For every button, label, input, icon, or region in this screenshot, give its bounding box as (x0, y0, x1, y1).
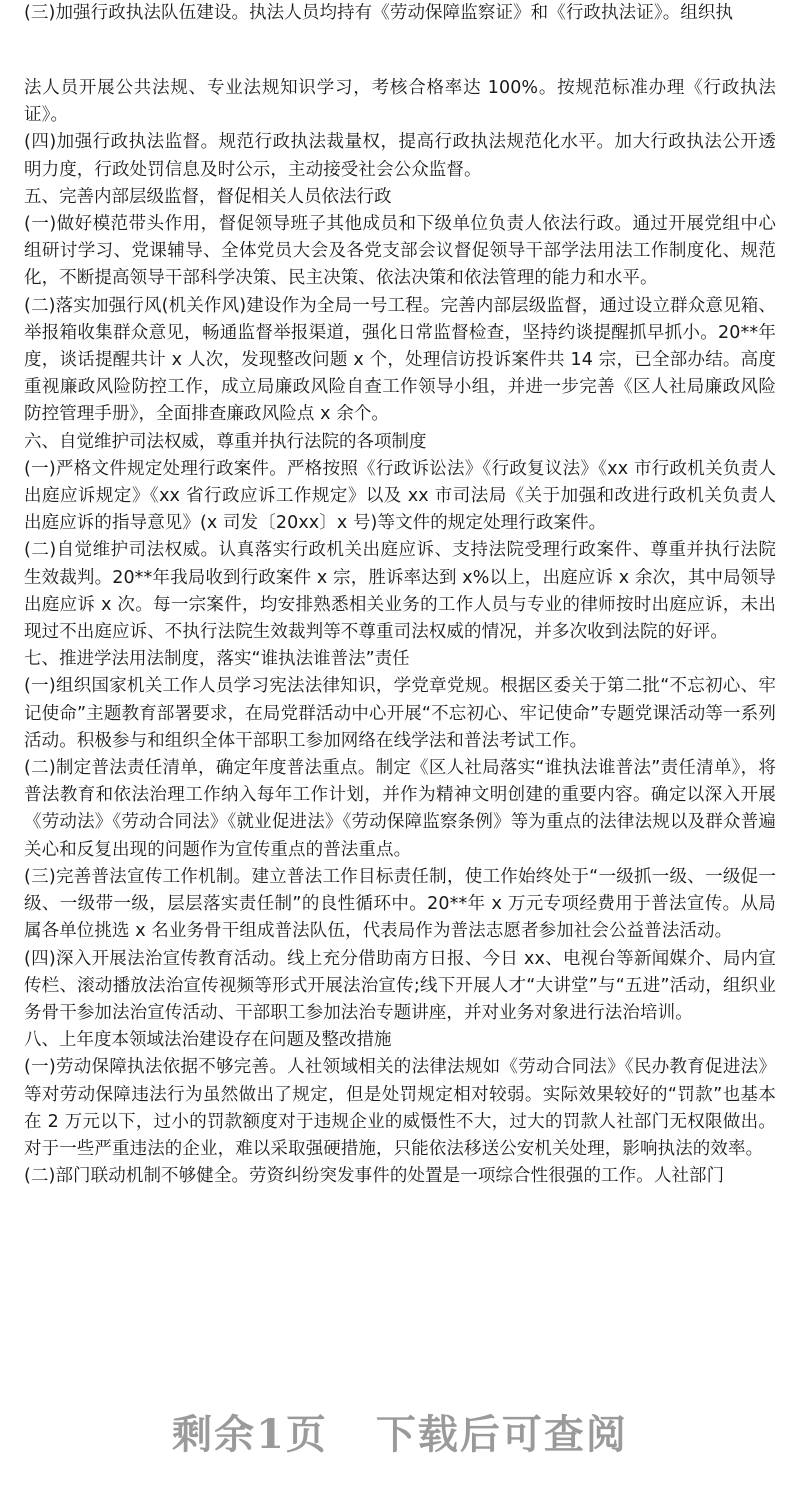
section-heading: 五、完善内部层级监督，督促相关人员依法行政 (24, 186, 392, 207)
remaining-pages-label[interactable]: 剩余1页 (172, 1411, 328, 1458)
paragraph-fragment: (三)加强行政执法队伍建设。执法人员均持有《劳动保障监察证》和《行政执法证》。组织执 (24, 3, 734, 23)
section-heading: 七、推进学法用法制度，落实“谁执法谁普法”责任 (24, 649, 410, 670)
paragraph: (二)制定普法责任清单，确定年度普法重点。制定《区人社局落实“谁执法谁普法”责任清单》，将普法教育和依法治理工作纳入每年工作计划，并作为精神文明创建的重要内容。确定以深入开展《劳动法》《劳动合同法》《就业促进法》《劳动保障监察条例》等为重点的法律法规以及群众普遍关心和反复出现的问题作为宣传重点的普法重点。 (24, 758, 776, 860)
paragraph: (四)加强行政执法监督。规范行政执法裁量权，提高行政执法规范化水平。加大行政执法公开透明力度，行政处罚信息及时公示，主动接受社会公众监督。 (24, 132, 776, 180)
paragraph: (一)严格文件规定处理行政案件。严格按照《行政诉讼法》《行政复议法》《xx 市行政机关负责人出庭应诉规定》《xx 省行政应诉工作规定》以及 xx 市司法局《关于加强和改进行政机关负责人出庭应诉的指导意见》(x 司发〔20xx〕x 号)等文件的规定处理行政案件。 (24, 458, 776, 534)
paragraph: (三)完善普法宣传工作机制。建立普法工作目标责任制，使工作始终处于“一级抓一级、一级促一级、一级带一级，层层落实责任制”的良性循环中。20**年 x 万元专项经费用于普法宣传。从局属各单位挑选 x 名业务骨干组成普法队伍，代表局作为普法志愿者参加社会公益普法活动。 (24, 866, 776, 942)
paragraph: 法人员开展公共法规、专业法规知识学习，考核合格率达 100%。按规范标准办理《行政执法证》。 (24, 78, 776, 126)
download-to-view-label[interactable]: 下载后可查阅 (375, 1411, 628, 1458)
paragraph: (一)做好模范带头作用，督促领导班子其他成员和下级单位负责人依法行政。通过开展党组中心组研讨学习、党课辅导、全体党员大会及各党支部会议督促领导干部学法用法工作制度化、规范化，不断提高领导干部科学决策、民主决策、依法决策和依法管理的能力和水平。 (24, 214, 776, 289)
paragraph: (二)自觉维护司法权威。认真落实行政机关出庭应诉、支持法院受理行政案件、尊重并执行法院生效裁判。20**年我局收到行政案件 x 宗，胜诉率达到 x%以上，出庭应诉 x 余次，其中局领导出庭应诉 x 次。每一宗案件，均安排熟悉相关业务的工作人员与专业的律师按时出庭应诉，未出现过不出庭应诉、不执行法院生效裁判等不尊重司法权威的情况，并多次收到法院的好评。 (24, 540, 776, 643)
paragraph: (二)落实加强行风(机关作风)建设作为全局一号工程。完善内部层级监督，通过设立群众意见箱、举报箱收集群众意见，畅通监督举报渠道，强化日常监督检查，坚持约谈提醒抓早抓小。20**年度，谈话提醒共计 x 人次，发现整改问题 x 个，处理信访投诉案件共 14 宗，已全部办结。高度重视廉政风险防控工作，成立局廉政风险自查工作领导小组，并进一步完善《区人社局廉政风险防控管理手册》，全面排查廉政风险点 x 余个。 (24, 295, 776, 425)
paragraph: (一)劳动保障执法依据不够完善。人社领域相关的法律法规如《劳动合同法》《民办教育促进法》等对劳动保障违法行为虽然做出了规定，但是处罚规定相对较弱。实际效果较好的“罚款”也基本在 2 万元以下，过小的罚款额度对于违规企业的威慑性不大，过大的罚款人社部门无权限做出。对于一些严重违法的企业，难以采取强硬措施，只能依法移送公安机关处理，影响执法的效率。 (24, 1057, 776, 1159)
document-body (24, 75, 776, 1190)
section-heading: 六、自觉维护司法权威，尊重并执行法院的各项制度 (24, 431, 427, 452)
top-fragment (24, 0, 776, 27)
paragraph: (一)组织国家机关工作人员学习宪法法律知识，学党章党规。根据区委关于第二批“不忘初心、牢记使命”主题教育部署要求，在局党群活动中心开展“不忘初心、牢记使命”专题党课活动等一系列活动。积极参与和组织全体干部职工参加网络在线学法和普法考试工作。 (24, 676, 776, 751)
download-prompt[interactable] (0, 1403, 800, 1460)
paragraph: (二)部门联动机制不够健全。劳资纠纷突发事件的处置是一项综合性很强的工作。人社部门 (24, 1166, 725, 1187)
paragraph: (四)深入开展法治宣传教育活动。线上充分借助南方日报、今日 xx、电视台等新闻媒介、局内宣传栏、滚动播放法治宣传视频等形式开展法治宣传;线下开展人才“大讲堂”与“五进”活动，组织业务骨干参加法治宣传活动、干部职工参加法治专题讲座，并对业务对象进行法治培训。 (24, 948, 776, 1023)
section-heading: 八、上年度本领域法治建设存在问题及整改措施 (24, 1030, 392, 1051)
